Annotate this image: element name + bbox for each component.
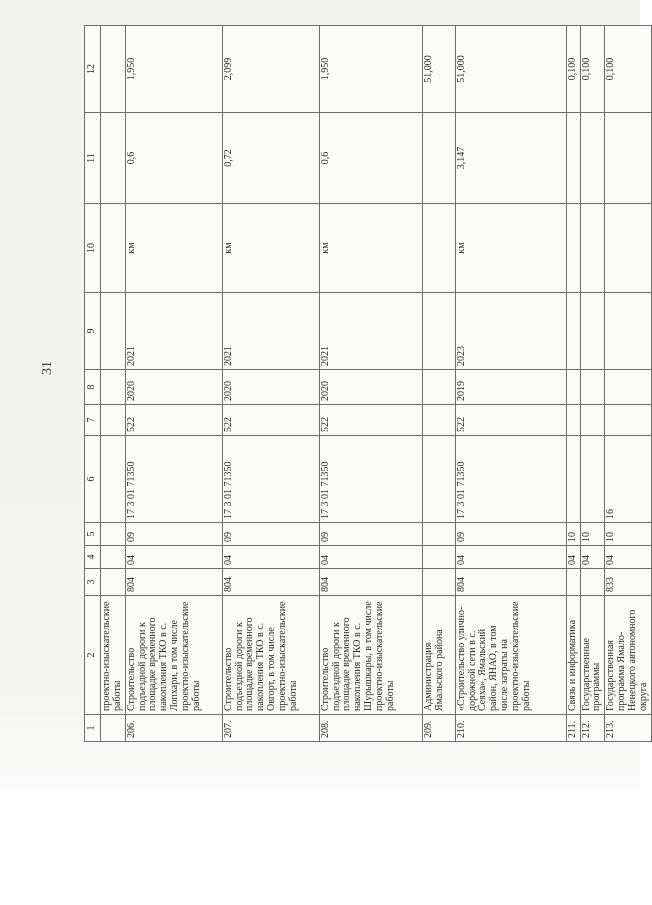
row-name: Строительство подъездной дороги к площадке временного накопления ТКО в с. Лопхари, в том числе проектно-изыскательские работы [125,596,222,715]
cell-col7: 522 [455,405,566,436]
row-name: Строительство подъездной дороги к площадке временного накопления ТКО в с. Шурышкары, в том числе проектно-изыскательские работы [319,596,422,715]
row-number: 209. [422,715,455,742]
cell-col4: 04 [125,546,222,569]
table-row [100,26,125,742]
cell-col5 [422,523,455,546]
cell-col4: 04 [566,546,580,569]
cell-col5: 09 [222,523,319,546]
cell-col11: 0,6 [125,113,222,204]
cell-col10 [580,204,605,293]
row-name: проектно-изыскательские работы [100,596,125,715]
cell-col9 [566,293,580,370]
cell-col9: 2021 [222,293,319,370]
header-cell: 1 [85,715,101,742]
row-name: Государственная программа Ямало-Ненецкого автономного округа [605,596,652,715]
cell-col3 [100,569,125,596]
row-number: 210. [455,715,566,742]
row-name: Администрация Ямальского района [422,596,455,715]
cell-col10 [605,204,652,293]
cell-col9: 2021 [319,293,422,370]
cell-col8 [100,370,125,405]
cell-col12 [100,26,125,113]
cell-col3: 804 [455,569,566,596]
header-cell: 12 [85,26,101,113]
cell-col7 [100,405,125,436]
cell-col8 [605,370,652,405]
cell-col12: 51,000 [455,26,566,113]
cell-col5: 10 [580,523,605,546]
cell-col6: 17 3 01 71350 [455,436,566,523]
table-row [125,26,222,742]
cell-col7 [580,405,605,436]
cell-col4 [100,546,125,569]
cell-col8 [566,370,580,405]
cell-col9 [100,293,125,370]
cell-col10 [100,204,125,293]
cell-col10: км [319,204,422,293]
cell-col6: 17 3 01 71350 [319,436,422,523]
cell-col7 [605,405,652,436]
cell-col10: км [455,204,566,293]
row-name: Государственные программы [580,596,605,715]
cell-col12: 1,950 [319,26,422,113]
cell-col6: 17 3 01 71350 [125,436,222,523]
cell-col12: 0,100 [566,26,580,113]
cell-col10: км [222,204,319,293]
cell-col7 [422,405,455,436]
cell-col4: 04 [319,546,422,569]
cell-col9 [580,293,605,370]
cell-col6: 16 [605,436,652,523]
cell-col4: 04 [222,546,319,569]
data-table [84,25,652,742]
cell-col11: 0,6 [319,113,422,204]
cell-col6 [422,436,455,523]
cell-col10 [566,204,580,293]
row-name: «Строительство улично-дорожной сети в с. Сеяха», Ямальский район, ЯНАО, в том числе затраты на проектно-изыскательские работы [455,596,566,715]
table-row [319,26,422,742]
cell-col3: 804 [125,569,222,596]
cell-col6: 17 3 01 71350 [222,436,319,523]
cell-col11 [580,113,605,204]
cell-col12: 2,099 [222,26,319,113]
table-row [455,26,566,742]
cell-col3 [580,569,605,596]
row-number: 211. [566,715,580,742]
table-row [222,26,319,742]
row-number: 206. [125,715,222,742]
cell-col4: 04 [580,546,605,569]
cell-col3: 804 [319,569,422,596]
cell-col5: 09 [319,523,422,546]
cell-col9: 2021 [125,293,222,370]
cell-col8 [580,370,605,405]
cell-col8: 2019 [455,370,566,405]
cell-col8: 2020 [319,370,422,405]
header-cell: 5 [85,523,101,546]
cell-col9 [605,293,652,370]
cell-col6 [100,436,125,523]
row-number: 207. [222,715,319,742]
cell-col8 [422,370,455,405]
cell-col9 [422,293,455,370]
cell-col3 [566,569,580,596]
cell-col5: 10 [605,523,652,546]
row-number [100,715,125,742]
cell-col9: 2023 [455,293,566,370]
cell-col7: 522 [125,405,222,436]
page-number: 31 [40,361,55,375]
row-name: Строительство подъездной дороги к площадке временного накопления ТКО в с. Овгорт, в том числе проектно-изыскательские работы [222,596,319,715]
table-row [605,26,652,742]
cell-col12: 0,100 [605,26,652,113]
cell-col11: 3,147 [455,113,566,204]
cell-col5 [100,523,125,546]
cell-col5: 10 [566,523,580,546]
cell-col8: 2020 [125,370,222,405]
row-name: Связь и информатика [566,596,580,715]
table-row [422,26,455,742]
table-header-row [85,26,101,742]
cell-col10: км [125,204,222,293]
row-number: 212. [580,715,605,742]
header-cell: 9 [85,293,101,370]
row-number: 213. [605,715,652,742]
cell-col7 [566,405,580,436]
header-cell: 2 [85,596,101,715]
cell-col3 [422,569,455,596]
cell-col11 [100,113,125,204]
cell-col11 [605,113,652,204]
cell-col11: 0,72 [222,113,319,204]
cell-col3: 833 [605,569,652,596]
cell-col6 [580,436,605,523]
header-cell: 10 [85,204,101,293]
cell-col10 [422,204,455,293]
header-cell: 4 [85,546,101,569]
cell-col4: 04 [605,546,652,569]
cell-col12: 0,100 [580,26,605,113]
row-number: 208. [319,715,422,742]
cell-col4: 04 [455,546,566,569]
cell-col12: 51,000 [422,26,455,113]
table-row [566,26,580,742]
header-cell: 7 [85,405,101,436]
cell-col7: 522 [319,405,422,436]
cell-col12: 1,950 [125,26,222,113]
cell-col8: 2020 [222,370,319,405]
cell-col11 [566,113,580,204]
rotated-table-container [84,52,652,742]
cell-col11 [422,113,455,204]
cell-col6 [566,436,580,523]
cell-col7: 522 [222,405,319,436]
table-row [580,26,605,742]
header-cell: 8 [85,370,101,405]
header-cell: 6 [85,436,101,523]
cell-col4 [422,546,455,569]
header-cell: 11 [85,113,101,204]
cell-col3: 804 [222,569,319,596]
cell-col5: 09 [455,523,566,546]
cell-col5: 09 [125,523,222,546]
header-cell: 3 [85,569,101,596]
